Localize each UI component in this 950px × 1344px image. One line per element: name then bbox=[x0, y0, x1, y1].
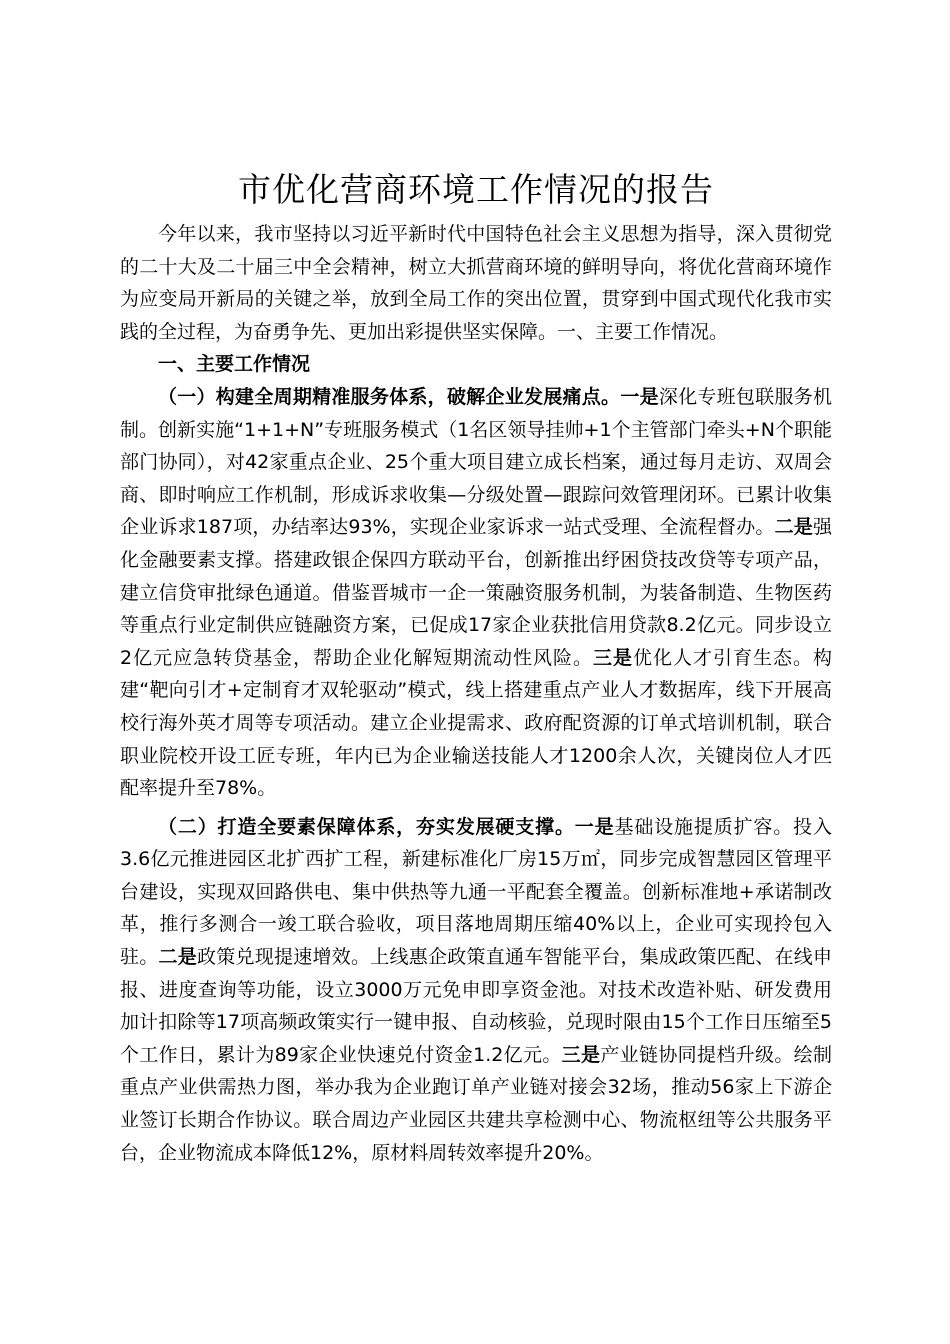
section-heading-main-work: 一、主要工作情况 bbox=[158, 353, 311, 376]
part2-item3-text: 产业链协同提档升级。绘制重点产业供需热力图，举办我为企业跑订单产业链对接会32场，推动56家上下游企业签订长期合作协议。联合周边产业园区共建共享检测中心、物流枢纽等公共服务平台，企业物流成本降低12%，原材料周转效率提升20%。 bbox=[120, 1043, 832, 1164]
part2-item3-label: 三是 bbox=[561, 1043, 601, 1066]
part1-item2-label: 二是 bbox=[774, 516, 813, 539]
part1-item3-label: 三是 bbox=[593, 646, 634, 669]
part2-item2-text: 政策兑现提速增效。上线惠企政策直通车智能平台，集成政策匹配、在线申报、进度查询等功能，设立3000万元免申即享资金池。对技术改造补贴、研发费用加计扣除等17项高频政策实行一键申报、自动核验，兑现时限由15个工作日压缩至5个工作日，累计为89家企业快速兑付资金1.2亿元。 bbox=[120, 946, 832, 1066]
intro-paragraph: 今年以来，我市坚持以习近平新时代中国特色社会主义思想为指导，深入贯彻党的二十大及二十届三中全会精神，树立大抓营商环境的鲜明导向，将优化营商环境作为应变局开新局的关键之举，放到全局工作的突出位置，贯穿到中国式现代化我市实践的全过程，为奋勇争先、更加出彩提供坚实保障。一、主要工作情况。 bbox=[120, 223, 832, 343]
document-body bbox=[120, 168, 832, 1169]
part1-paragraph bbox=[120, 381, 832, 805]
part1-item3-text: 优化人才引育生态。构建“靶向引才+定制育才双轮驱动”模式，线上搭建重点产业人才数据库，线下开展高校行海外英才周等专项活动。建立企业提需求、政府配资源的订单式培训机制，联合职业院校开设工匠专班，年内已为企业输送技能人才1200余人次，关键岗位人才匹配率提升至78%。 bbox=[120, 646, 832, 800]
part2-item1-label: 一是 bbox=[574, 815, 615, 838]
part1-item1-text: 深化专班包联服务机制。创新实施“1+1+N”专班服务模式（1名区领导挂帅+1个主管部门牵头+N个职能部门协同），对42家重点企业、25个重大项目建立成长档案，通过每月走访、双周会商、即时响应工作机制，形成诉求收集—分级处置—跟踪问效管理闭环。已累计收集企业诉求187项，办结率达93%，实现企业家诉求一站式受理、全流程督办。 bbox=[120, 385, 832, 539]
part1-item1-label: 一是 bbox=[620, 385, 659, 408]
part2-item1-text: 基础设施提质扩容。投入3.6亿元推进园区北扩西扩工程，新建标准化厂房15万㎡，同步完成智慧园区管理平台建设，实现双回路供电、集中供热等九通一平配套全覆盖。创新标准地+承诺制改革，推行多测合一竣工联合验收，项目落地周期压缩40%以上，企业可实现拎包入驻。 bbox=[120, 815, 832, 969]
part1-item2-text: 强化金融要素支撑。搭建政银企保四方联动平台，创新推出纾困贷技改贷等专项产品，建立信贷审批绿色通道。借鉴晋城市一企一策融资服务机制，为装备制造、生物医药等重点行业定制供应链融资方案，已促成17家企业获批信用贷款8.2亿元。同步设立2亿元应急转贷基金，帮助企业化解短期流动性风险。 bbox=[120, 516, 832, 669]
part2-item2-label: 二是 bbox=[158, 946, 197, 969]
part1-heading: （一）构建全周期精准服务体系，破解企业发展痛点。 bbox=[158, 385, 621, 408]
document-title: 市优化营商环境工作情况的报告 bbox=[238, 170, 714, 209]
part2-heading: （二）打造全要素保障体系，夯实发展硬支撑。 bbox=[158, 815, 575, 838]
part2-paragraph bbox=[120, 811, 832, 1170]
